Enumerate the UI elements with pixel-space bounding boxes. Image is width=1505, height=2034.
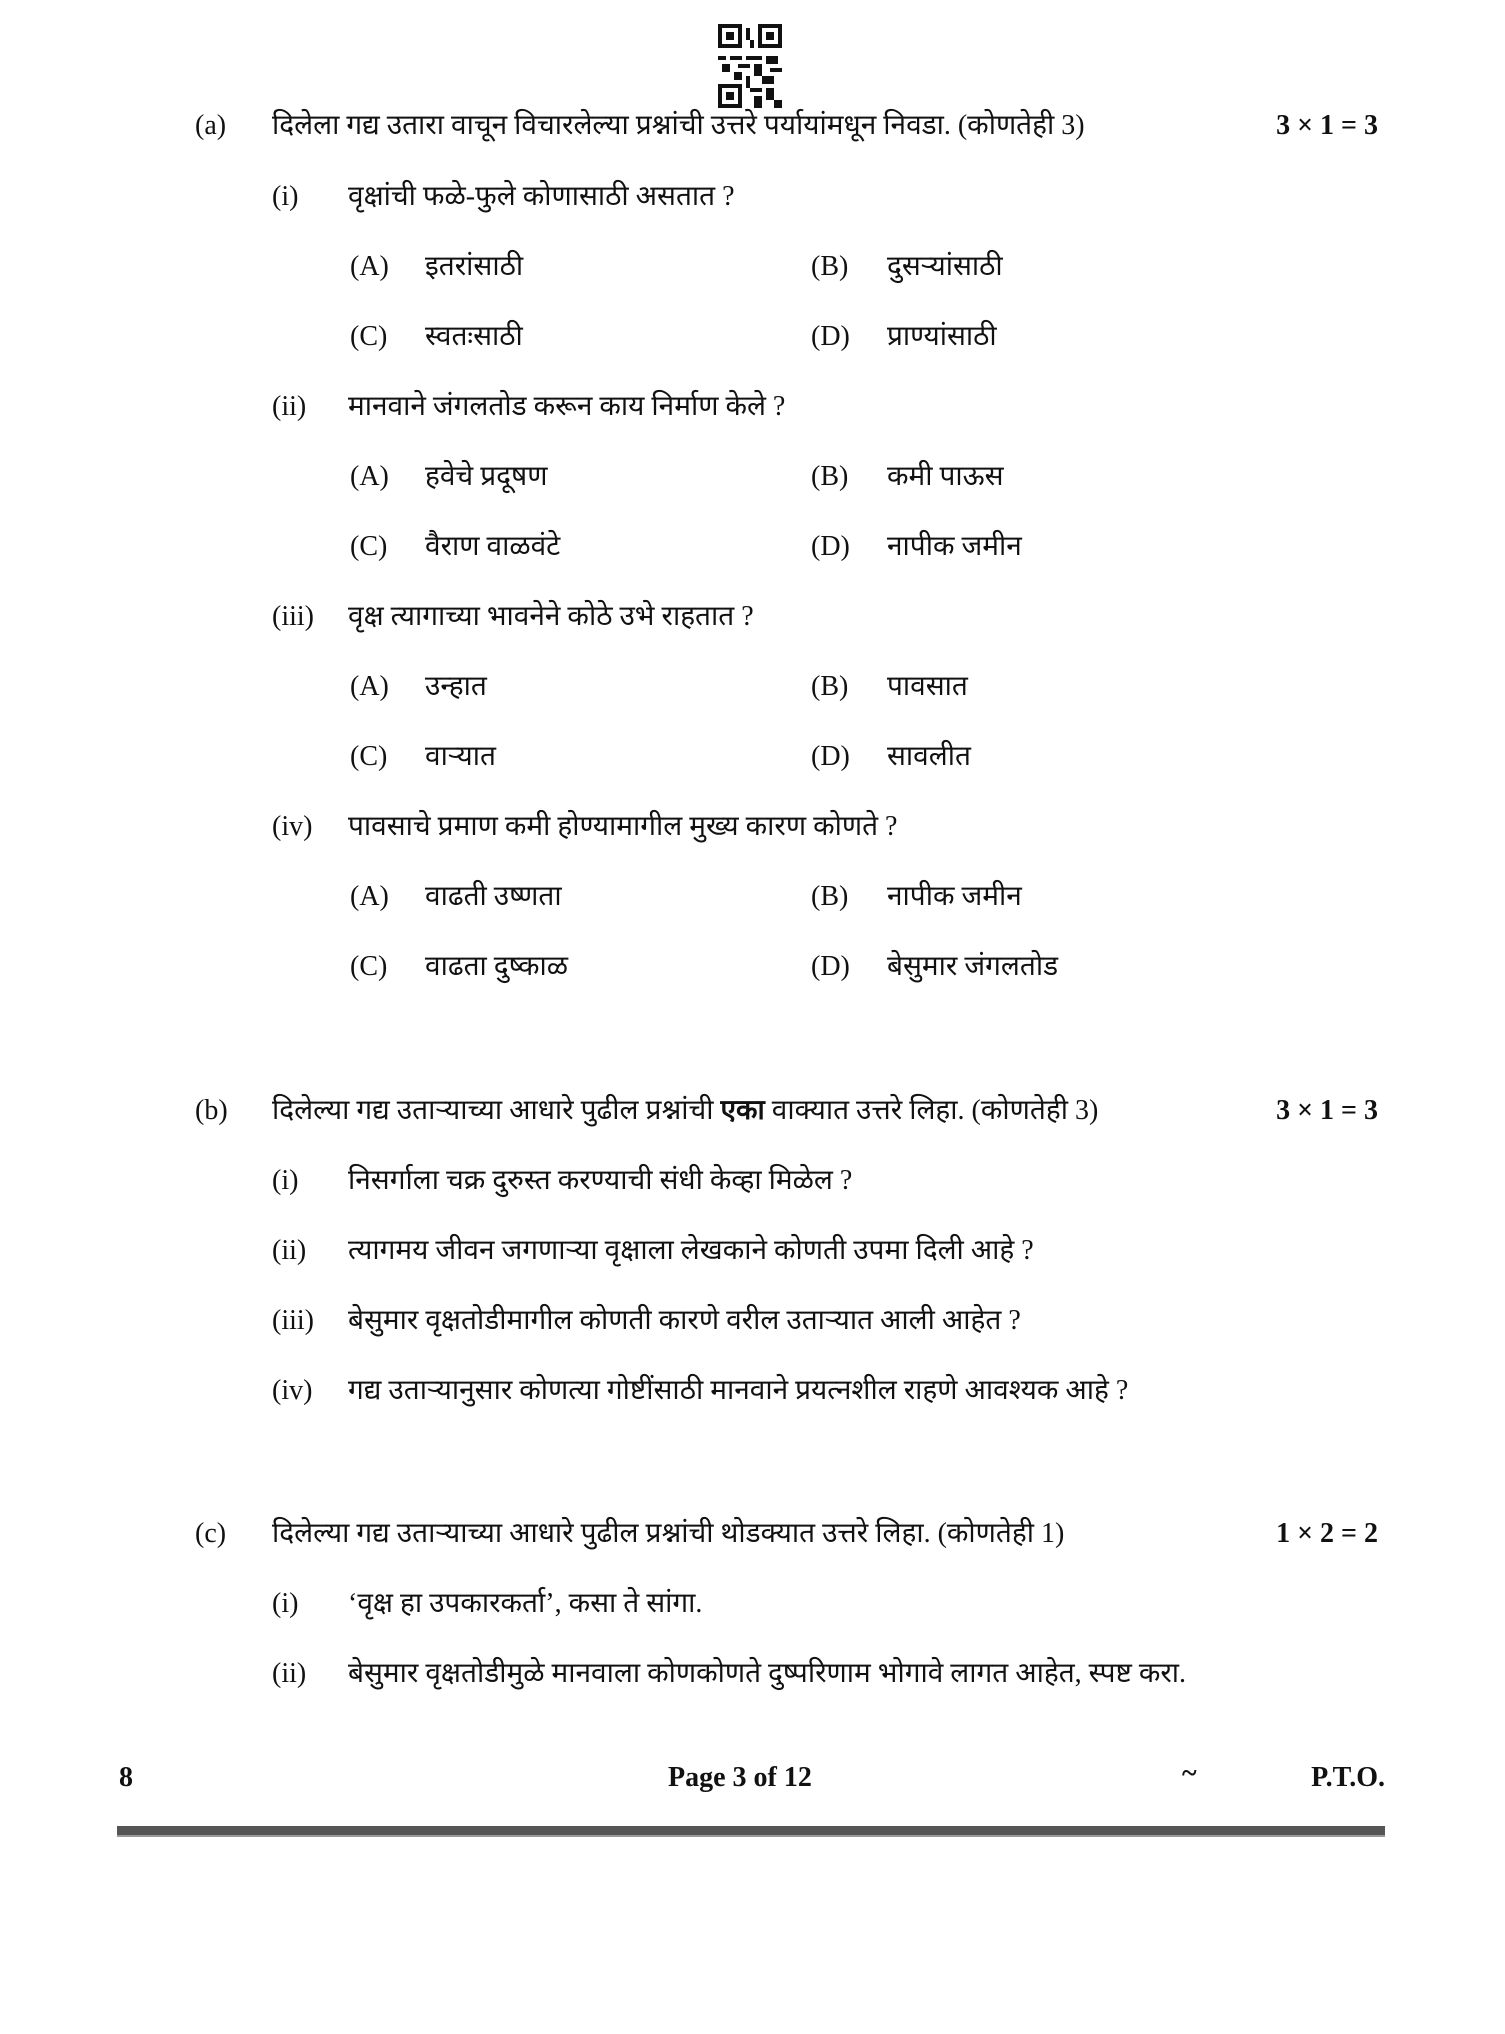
question-text: गद्य उताऱ्यानुसार कोणत्या गोष्टींसाठी मानवाने प्रयत्नशील राहणे आवश्यक आहे ? bbox=[348, 1375, 1129, 1406]
option-label: (C) bbox=[350, 951, 388, 982]
section-a-instruction: दिलेला गद्य उतारा वाचून विचारलेल्या प्रश्नांची उत्तरे पर्यायांमधून निवडा. (कोणतेही 3) bbox=[272, 110, 1085, 141]
option-label: (C) bbox=[350, 741, 388, 772]
footer-page-number: Page 3 of 12 bbox=[668, 1762, 812, 1793]
qr-code bbox=[718, 24, 782, 108]
instruction-emphasis: एका bbox=[720, 1095, 765, 1126]
question-number: (ii) bbox=[272, 1235, 307, 1266]
question-number: (ii) bbox=[272, 1658, 307, 1689]
option-text: प्राण्यांसाठी bbox=[887, 321, 997, 352]
question-number: (ii) bbox=[272, 391, 307, 422]
option-label: (A) bbox=[350, 671, 389, 702]
option-text: नापीक जमीन bbox=[887, 531, 1022, 562]
question-text: पावसाचे प्रमाण कमी होण्यामागील मुख्य कारण कोणते ? bbox=[348, 811, 898, 842]
option-label: (A) bbox=[350, 461, 389, 492]
option-text: स्वतःसाठी bbox=[425, 321, 523, 352]
section-c-label: (c) bbox=[195, 1518, 227, 1549]
question-text: ‘वृक्ष हा उपकारकर्ता’, कसा ते सांगा. bbox=[348, 1588, 703, 1619]
section-a-marks: 3 × 1 = 3 bbox=[1276, 110, 1378, 141]
option-text: पावसात bbox=[887, 671, 968, 702]
option-text: वाढती उष्णता bbox=[425, 881, 562, 912]
option-text: उन्हात bbox=[425, 671, 487, 702]
option-label: (D) bbox=[811, 531, 850, 562]
option-label: (D) bbox=[811, 321, 850, 352]
option-text: कमी पाऊस bbox=[887, 461, 1004, 492]
option-text: दुसऱ्यांसाठी bbox=[887, 251, 1003, 282]
section-c-marks: 1 × 2 = 2 bbox=[1276, 1518, 1378, 1549]
option-text: बेसुमार जंगलतोड bbox=[887, 951, 1059, 982]
question-text: मानवाने जंगलतोड करून काय निर्माण केले ? bbox=[348, 391, 786, 422]
question-text: बेसुमार वृक्षतोडीमागील कोणती कारणे वरील उताऱ्यात आली आहेत ? bbox=[348, 1305, 1021, 1336]
option-label: (B) bbox=[811, 671, 849, 702]
footer-rule bbox=[117, 1826, 1385, 1837]
section-b-label: (b) bbox=[195, 1095, 228, 1126]
option-label: (D) bbox=[811, 741, 850, 772]
question-number: (iv) bbox=[272, 1375, 313, 1406]
footer-tilde: ~ bbox=[1182, 1758, 1197, 1789]
question-number: (i) bbox=[272, 181, 299, 212]
option-label: (A) bbox=[350, 881, 389, 912]
question-number: (i) bbox=[272, 1588, 299, 1619]
option-label: (B) bbox=[811, 881, 849, 912]
option-text: इतरांसाठी bbox=[425, 251, 524, 282]
option-text: वाढता दुष्काळ bbox=[425, 951, 569, 982]
question-text: वृक्ष त्यागाच्या भावनेने कोठे उभे राहतात ? bbox=[348, 601, 754, 632]
option-text: हवेचे प्रदूषण bbox=[425, 461, 548, 492]
option-label: (C) bbox=[350, 531, 388, 562]
section-a-label: (a) bbox=[195, 110, 227, 141]
option-label: (C) bbox=[350, 321, 388, 352]
question-text: बेसुमार वृक्षतोडीमुळे मानवाला कोणकोणते दुष्परिणाम भोगावे लागत आहेत, स्पष्ट करा. bbox=[348, 1658, 1187, 1689]
option-label: (B) bbox=[811, 251, 849, 282]
question-text: त्यागमय जीवन जगणाऱ्या वृक्षाला लेखकाने कोणती उपमा दिली आहे ? bbox=[348, 1235, 1034, 1266]
question-number: (iii) bbox=[272, 1305, 314, 1336]
question-number: (i) bbox=[272, 1165, 299, 1196]
option-label: (A) bbox=[350, 251, 389, 282]
section-b-marks: 3 × 1 = 3 bbox=[1276, 1095, 1378, 1126]
option-text: वाऱ्यात bbox=[425, 741, 496, 772]
section-c-instruction: दिलेल्या गद्य उताऱ्याच्या आधारे पुढील प्रश्नांची थोडक्यात उत्तरे लिहा. (कोणतेही 1) bbox=[272, 1518, 1065, 1549]
option-label: (B) bbox=[811, 461, 849, 492]
footer-code: 8 bbox=[119, 1762, 133, 1793]
question-text: निसर्गाला चक्र दुरुस्त करण्याची संधी केव्हा मिळेल ? bbox=[348, 1165, 853, 1196]
question-number: (iv) bbox=[272, 811, 313, 842]
instruction-text: दिलेल्या गद्य उताऱ्याच्या आधारे पुढील प्रश्नांची bbox=[272, 1095, 721, 1126]
option-label: (D) bbox=[811, 951, 850, 982]
footer-pto: P.T.O. bbox=[1311, 1762, 1385, 1793]
option-text: वैराण वाळवंटे bbox=[425, 531, 561, 562]
option-text: सावलीत bbox=[887, 741, 971, 772]
instruction-text: वाक्यात उत्तरे लिहा. (कोणतेही 3) bbox=[764, 1095, 1099, 1126]
question-text: वृक्षांची फळे-फुले कोणासाठी असतात ? bbox=[348, 181, 735, 212]
option-text: नापीक जमीन bbox=[887, 881, 1022, 912]
section-b-instruction bbox=[272, 1094, 1098, 1128]
question-number: (iii) bbox=[272, 601, 314, 632]
